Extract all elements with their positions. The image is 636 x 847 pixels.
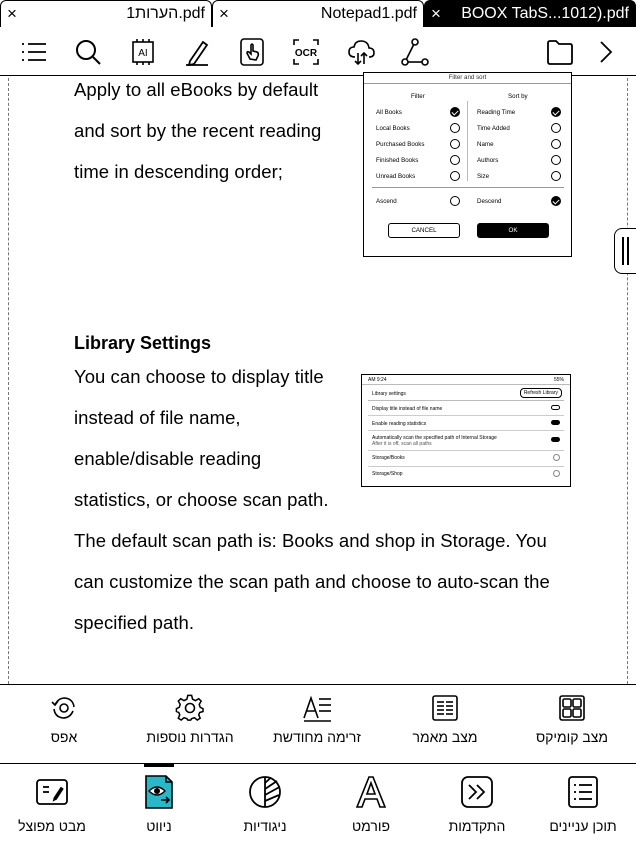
table-of-contents-button[interactable] [538, 774, 628, 834]
close-icon[interactable]: × [219, 4, 229, 23]
navigation-button[interactable] [129, 774, 189, 834]
contrast-icon [247, 774, 283, 810]
comic-grid-icon [557, 693, 587, 723]
paragraph-line: Apply to all eBooks by default [74, 79, 319, 100]
side-panel-handle[interactable] [614, 228, 636, 274]
navigation-eye-icon [141, 774, 177, 810]
tab-notepad[interactable] [212, 0, 424, 27]
paragraph-line: instead of file name, [74, 407, 241, 428]
article-icon [430, 693, 460, 723]
paragraph-line: and sort by the recent reading [74, 120, 322, 141]
reader-menu-row [0, 764, 636, 847]
close-icon[interactable]: × [431, 4, 441, 23]
menu-label: ניווט [146, 818, 172, 834]
menu-label: ניגודיות [243, 818, 287, 834]
page-margin-line [627, 78, 628, 684]
close-icon[interactable]: × [7, 4, 17, 23]
svg-text:AI: AI [138, 48, 148, 59]
paragraph-line: specified path. [74, 612, 195, 633]
tab-hearot[interactable] [0, 0, 212, 27]
tab-title: BOOX TabS...1012).pdf [461, 5, 629, 22]
document-page[interactable] [0, 74, 636, 684]
format-letter-icon [353, 774, 389, 810]
paragraph-line: You can choose to display title [74, 366, 324, 387]
reset-icon [49, 693, 79, 723]
page-margin-line [8, 78, 9, 684]
list-icon[interactable] [17, 35, 51, 69]
touch-hand-icon[interactable] [235, 35, 269, 69]
menu-label: התקדמות [448, 818, 506, 834]
reset-button[interactable] [34, 693, 94, 745]
menu-label: אפס [50, 729, 78, 745]
reflow-button[interactable] [262, 693, 372, 745]
menu-label: פורמט [352, 818, 390, 834]
tab-title: Notepad1.pdf [320, 5, 417, 22]
filter-sort-screenshot: Filter and sort Filter Sort by All Books Local Books Purchased Books Finished Books Unread Books Reading Time Time Added Name Authors Size Ascend Descend CANCEL OK [363, 72, 572, 257]
tab-bar [0, 0, 636, 27]
library-settings-screenshot: AM 9:24 55% Library settings Refresh Library Display title instead of file name Enable reading statistics Automatically scan the specified path of Internal Storage After it is off, scan all paths Storage/Books Storage/Shop [361, 374, 571, 487]
split-view-button[interactable] [12, 774, 92, 834]
ocr-icon[interactable] [289, 35, 323, 69]
ai-icon[interactable] [126, 35, 160, 69]
tab-boox-active[interactable] [424, 0, 636, 27]
paragraph-line: statistics, or choose scan path. [74, 489, 329, 510]
menu-label: הגדרות נוספות [146, 729, 234, 745]
paragraph-line: can customize the scan path and choose to auto-scan the [74, 571, 550, 592]
reflow-icon [302, 693, 332, 723]
paragraph-line: enable/disable reading [74, 448, 262, 469]
svg-text:OCR: OCR [294, 48, 318, 59]
cloud-sync-icon[interactable] [344, 35, 378, 69]
menu-label: מבט מפוצל [18, 818, 86, 834]
chevron-right-icon[interactable] [588, 35, 622, 69]
view-options-row [0, 684, 636, 764]
paragraph-line: time in descending order; [74, 161, 283, 182]
share-graph-icon[interactable] [398, 35, 432, 69]
menu-label: מצב קומיקס [535, 729, 609, 745]
paragraph-line: The default scan path is: Books and shop in Storage. You [74, 530, 547, 551]
split-view-icon [34, 774, 70, 810]
menu-label: תוכן עניינים [549, 818, 617, 834]
gear-icon [175, 693, 205, 723]
comic-mode-button[interactable] [527, 693, 617, 745]
reader-toolbar [0, 27, 636, 76]
tab-title: הערות1.pdf [126, 5, 205, 22]
more-settings-button[interactable] [135, 693, 245, 745]
progress-button[interactable] [437, 774, 517, 834]
toc-list-icon [565, 774, 601, 810]
contrast-button[interactable] [230, 774, 300, 834]
pen-icon[interactable] [180, 35, 214, 69]
section-heading: Library Settings [74, 333, 212, 353]
search-icon[interactable] [71, 35, 105, 69]
menu-label: מצב מאמר [412, 729, 478, 745]
fast-forward-icon [459, 774, 495, 810]
folder-icon[interactable] [543, 35, 577, 69]
menu-label: זרימה מחודשת [273, 729, 361, 745]
article-mode-button[interactable] [400, 693, 490, 745]
format-button[interactable] [336, 774, 406, 834]
